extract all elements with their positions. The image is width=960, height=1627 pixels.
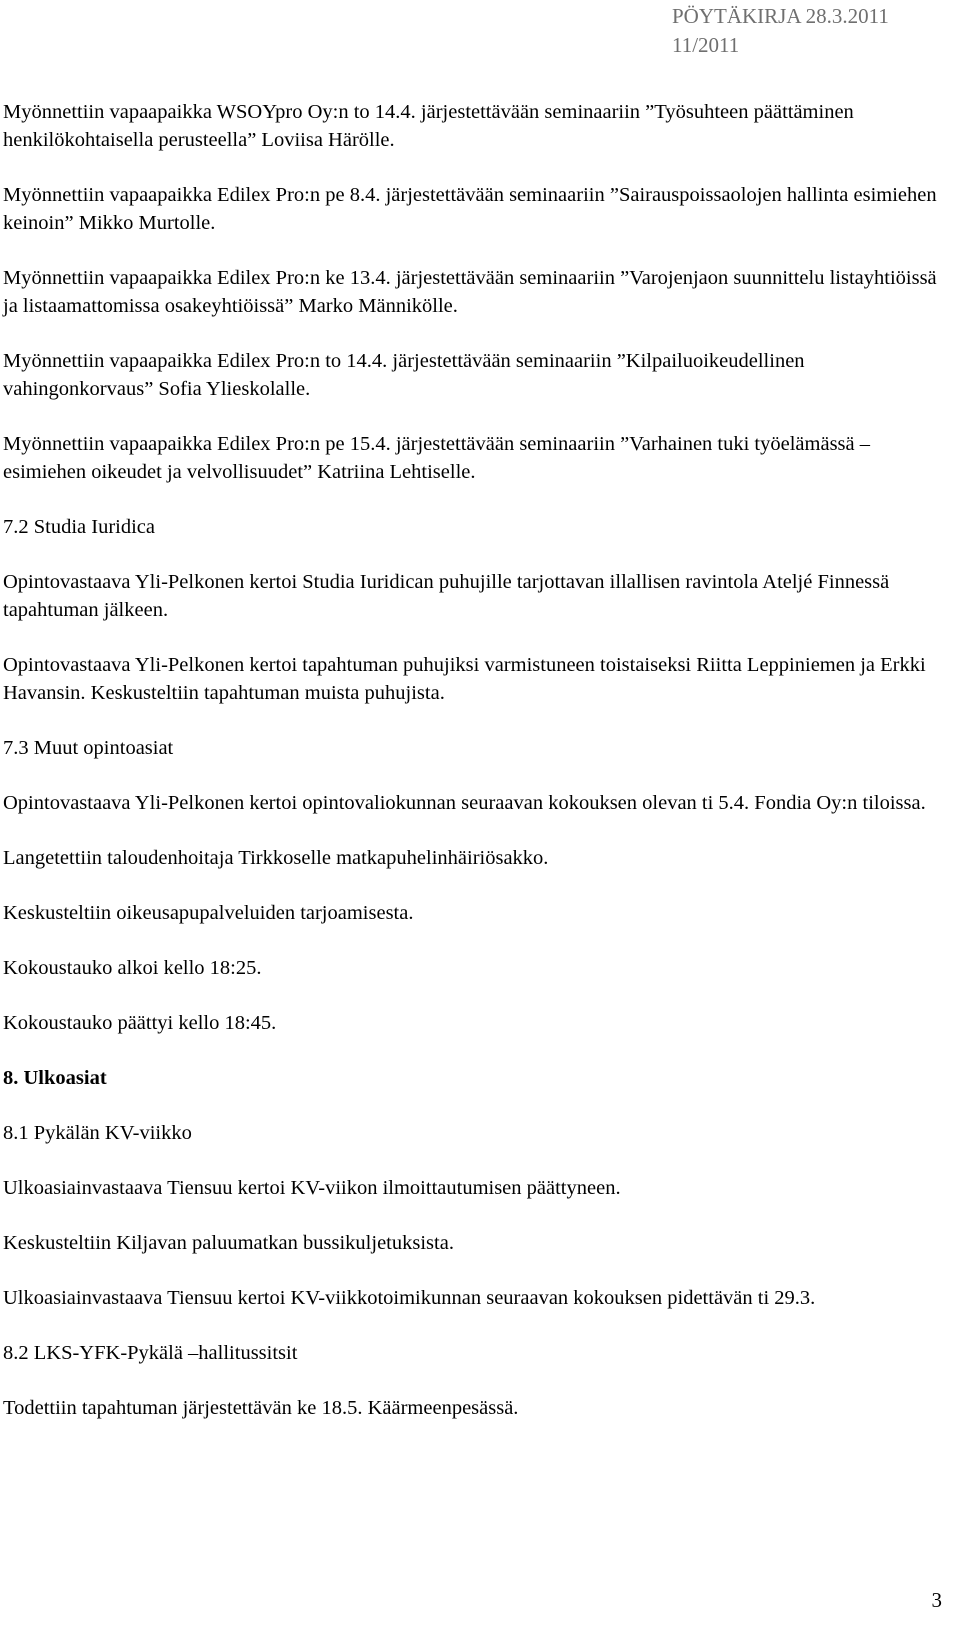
section-heading: 8.1 Pykälän KV-viikko bbox=[3, 1122, 192, 1144]
paragraph: Langetettiin taloudenhoitaja Tirkkoselle matkapuhelinhäiriösakko. bbox=[3, 847, 549, 869]
paragraph: Myönnettiin vapaapaikka Edilex Pro:n pe 8.4. järjestettävään seminaariin ”Sairauspoissaolojen hallinta esimiehen keinoin” Mikko Murtolle. bbox=[3, 184, 937, 234]
main-section-heading: 8. Ulkoasiat bbox=[3, 1067, 107, 1089]
paragraph: Myönnettiin vapaapaikka Edilex Pro:n pe 15.4. järjestettävään seminaariin ”Varhainen tuki työelämässä – esimiehen oikeudet ja velvollisuudet” Katriina Lehtiselle. bbox=[3, 433, 870, 483]
page-number: 3 bbox=[931, 1588, 942, 1612]
paragraph: Todettiin tapahtuman järjestettävän ke 18.5. Käärmeenpesässä. bbox=[3, 1397, 519, 1419]
paragraph: Opintovastaava Yli-Pelkonen kertoi tapahtuman puhujiksi varmistuneen toistaiseksi Riitta Leppiniemen ja Erkki Havansin. Keskusteltiin tapahtuman muista puhujista. bbox=[3, 654, 926, 704]
section-heading: 8.2 LKS-YFK-Pykälä –hallitussitsit bbox=[3, 1342, 298, 1364]
paragraph: Opintovastaava Yli-Pelkonen kertoi opintovaliokunnan seuraavan kokouksen olevan ti 5.4. Fondia Oy:n tiloissa. bbox=[3, 792, 926, 814]
paragraph: Keskusteltiin oikeusapupalveluiden tarjoamisesta. bbox=[3, 902, 414, 924]
paragraph: Ulkoasiainvastaava Tiensuu kertoi KV-viikon ilmoittautumisen päättyneen. bbox=[3, 1177, 621, 1199]
document-body bbox=[3, 98, 943, 1449]
header-document-number: 11/2011 bbox=[672, 33, 740, 57]
paragraph: Keskusteltiin Kiljavan paluumatkan bussikuljetuksista. bbox=[3, 1232, 454, 1254]
section-heading: 7.3 Muut opintoasiat bbox=[3, 737, 174, 759]
paragraph: Myönnettiin vapaapaikka WSOYpro Oy:n to 14.4. järjestettävään seminaariin ”Työsuhteen päättäminen henkilökohtaisella perusteella” Loviisa Härölle. bbox=[3, 101, 854, 151]
paragraph: Myönnettiin vapaapaikka Edilex Pro:n ke 13.4. järjestettävään seminaariin ”Varojenjaon suunnittelu listayhtiöissä ja listaamattomissa osakeyhtiöissä” Marko Männikölle. bbox=[3, 267, 937, 317]
document-header bbox=[672, 2, 889, 60]
paragraph: Opintovastaava Yli-Pelkonen kertoi Studia Iuridican puhujille tarjottavan illallisen ravintola Ateljé Finnessä tapahtuman jälkeen. bbox=[3, 571, 890, 621]
paragraph: Kokoustauko alkoi kello 18:25. bbox=[3, 957, 262, 979]
paragraph: Ulkoasiainvastaava Tiensuu kertoi KV-viikkotoimikunnan seuraavan kokouksen pidettävän ti 29.3. bbox=[3, 1287, 816, 1309]
header-title-date: PÖYTÄKIRJA 28.3.2011 bbox=[672, 4, 889, 28]
paragraph: Myönnettiin vapaapaikka Edilex Pro:n to 14.4. järjestettävään seminaariin ”Kilpailuoikeudellinen vahingonkorvaus” Sofia Ylieskolalle. bbox=[3, 350, 805, 400]
paragraph: Kokoustauko päättyi kello 18:45. bbox=[3, 1012, 277, 1034]
section-heading: 7.2 Studia Iuridica bbox=[3, 516, 156, 538]
